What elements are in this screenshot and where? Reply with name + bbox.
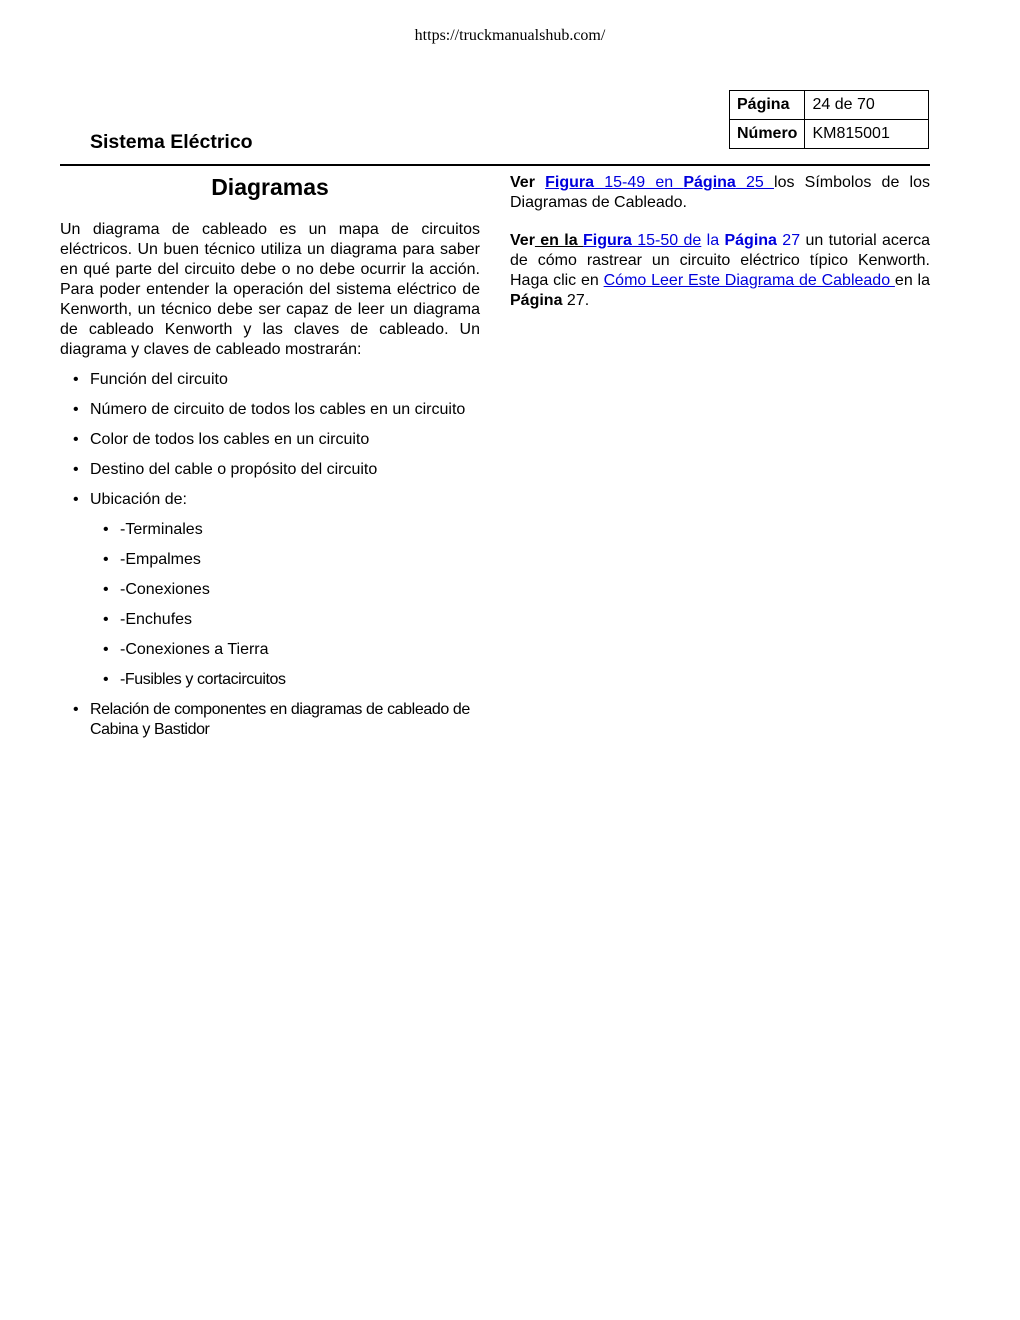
list-item-text: Número de circuito de todos los cables en un circuito bbox=[90, 401, 466, 418]
header-divider bbox=[60, 164, 930, 166]
list-item-text: Relación de componentes en diagramas de cableado de Cabina y Bastidor bbox=[90, 701, 470, 738]
sublist-item-text: -Enchufes bbox=[120, 611, 193, 628]
page-info-table bbox=[729, 90, 929, 149]
sublist-item bbox=[90, 670, 480, 690]
list-item bbox=[60, 370, 480, 390]
sublist-item-text: -Conexiones bbox=[120, 581, 210, 598]
en-la-text: en la bbox=[894, 272, 930, 289]
bullet: • bbox=[103, 641, 109, 658]
location-sublist bbox=[90, 520, 480, 690]
page-label: Página bbox=[730, 91, 805, 120]
en-la-text: en la bbox=[534, 232, 583, 249]
la-text: la bbox=[701, 232, 725, 249]
sublist-item-text: -Fusibles y cortacircuitos bbox=[120, 671, 286, 688]
list-item-text: Destino del cable o propósito del circuito bbox=[90, 461, 378, 478]
list-item-text: Función del circuito bbox=[90, 371, 228, 388]
sublist-item-text: -Empalmes bbox=[120, 551, 201, 568]
page-value: 24 de 70 bbox=[805, 91, 929, 120]
sublist-item bbox=[90, 580, 480, 600]
list-item bbox=[60, 430, 480, 450]
figure-ref: 15-50 de bbox=[631, 232, 702, 249]
list-item bbox=[60, 700, 480, 740]
list-item bbox=[60, 400, 480, 420]
page-word: Página bbox=[683, 174, 736, 191]
bullet: • bbox=[73, 491, 79, 508]
bullet: • bbox=[73, 701, 79, 718]
sublist-item bbox=[90, 610, 480, 630]
sublist-item bbox=[90, 520, 480, 540]
page-27-link[interactable] bbox=[724, 232, 800, 249]
bullet: • bbox=[73, 371, 79, 388]
sublist-item-text: -Terminales bbox=[120, 521, 203, 538]
source-url: https://truckmanualshub.com/ bbox=[414, 27, 606, 44]
figure-word: Figura bbox=[583, 232, 632, 249]
bullet: • bbox=[73, 431, 79, 448]
figure-ref: 15-49 en bbox=[594, 174, 684, 191]
bullet: • bbox=[73, 401, 79, 418]
symbols-reference-paragraph bbox=[510, 173, 930, 213]
ver-label: Ver bbox=[510, 174, 535, 191]
page-word: Página bbox=[724, 232, 777, 249]
figure-15-49-link[interactable] bbox=[545, 174, 774, 191]
how-to-read-diagram-link[interactable]: Cómo Leer Este Diagrama de Cableado bbox=[603, 272, 895, 289]
page-end: 27. bbox=[562, 292, 590, 309]
sublist-item bbox=[90, 550, 480, 570]
page-heading: Diagramas bbox=[211, 174, 329, 200]
bullet: • bbox=[103, 551, 109, 568]
list-item-text: Ubicación de: bbox=[90, 491, 187, 508]
sublist-item bbox=[90, 640, 480, 660]
page-word: Página bbox=[510, 292, 563, 309]
bullet: • bbox=[103, 671, 109, 688]
page-number: 25 bbox=[735, 174, 775, 191]
bullet: • bbox=[73, 461, 79, 478]
section-title: Sistema Eléctrico bbox=[90, 131, 253, 153]
sublist-item-text: -Conexiones a Tierra bbox=[120, 641, 269, 658]
bullet: • bbox=[103, 521, 109, 538]
paragraph-text: los Símbolos de los Diagramas de Cableado. bbox=[510, 174, 931, 211]
number-label: Número bbox=[730, 120, 805, 149]
page-number: 27 bbox=[776, 232, 801, 249]
number-value: KM815001 bbox=[805, 120, 929, 149]
bullet: • bbox=[103, 581, 109, 598]
paragraph-text: un tutorial acerca de cómo rastrear un circuito eléctrico típico Kenworth. Haga clic en bbox=[510, 232, 930, 289]
bullet: • bbox=[103, 611, 109, 628]
right-column bbox=[510, 173, 930, 329]
tutorial-reference-paragraph bbox=[510, 231, 930, 311]
intro-paragraph: Un diagrama de cableado es un mapa de circuitos eléctricos. Un buen técnico utiliza un diagrama para saber en qué parte del circuito debe o no debe ocurrir la acción. Para poder entender la operación del sistema eléctrico de Kenworth, un técnico debe ser capaz de leer un diagrama de cableado Kenworth y las claves de cableado. Un diagrama y claves de cableado mostrarán: bbox=[60, 221, 480, 358]
figure-word: Figura bbox=[545, 174, 595, 191]
diagram-contents-list bbox=[60, 370, 480, 740]
ver-label: Ver bbox=[510, 232, 535, 249]
left-column bbox=[60, 172, 480, 750]
list-item bbox=[60, 490, 480, 690]
list-item-text: Color de todos los cables en un circuito bbox=[90, 431, 370, 448]
figure-15-50-link[interactable] bbox=[583, 232, 701, 249]
list-item bbox=[60, 460, 480, 480]
